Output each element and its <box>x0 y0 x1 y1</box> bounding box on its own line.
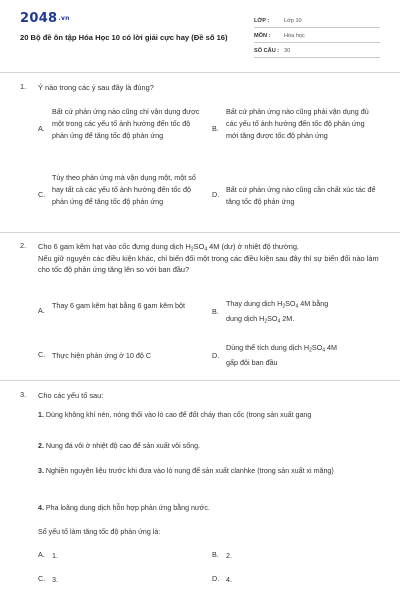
q3-question: Số yếu tố làm tăng tốc độ phản ứng là: <box>38 528 161 536</box>
meta-count-key: SỐ CÂU : <box>254 48 280 54</box>
q3-option-d[interactable] <box>212 574 384 588</box>
option-text: 3. <box>52 575 58 584</box>
option-text: Thay dung dịch $H_2SO_4$ 4M bằng dung dịch $H_2SO_4$ 2M. <box>226 299 329 325</box>
q3-factor-4: 4. Pha loãng dung dịch hỗn hợp phản ứng bằng nước. <box>38 504 210 512</box>
option-label: B. <box>212 307 219 316</box>
option-text: Bất cứ phản ứng nào cũng cần chất xúc tác để tăng tốc độ phản ứng <box>226 185 376 207</box>
q2-option-b[interactable] <box>212 298 384 328</box>
question-number: 3. <box>20 390 27 399</box>
option-label: D. <box>212 190 220 199</box>
q3-factor-2: 2. Nung đá vôi ở nhiệt độ cao để sản xuất vôi sống. <box>38 442 201 450</box>
option-label: A. <box>38 550 45 559</box>
option-label: B. <box>212 550 219 559</box>
option-text: Bất cứ phản ứng nào cũng phải vận dụng đủ các yếu tố ảnh hưởng đến tốc độ phản ứng mới tăng được tốc độ phản ứng <box>226 107 369 141</box>
question-stem: Ý nào trong các ý sau đây là đúng? <box>38 83 154 92</box>
meta-subject-value: Hóa học <box>284 33 305 39</box>
q3-option-c[interactable] <box>38 574 210 588</box>
q2-option-a[interactable] <box>38 300 210 328</box>
option-label: C. <box>38 350 46 359</box>
header-divider <box>0 72 400 73</box>
meta-question-count <box>254 44 380 58</box>
question-number: 1. <box>20 82 27 91</box>
question-3 <box>20 390 380 404</box>
option-label: D. <box>212 574 220 583</box>
option-label: B. <box>212 124 219 133</box>
question-stem-continued: Nếu giữ nguyên các điều kiện khác, chỉ biến đổi một trong các điều kiện sau đây thì sự biến đổi nào làm cho tốc độ phản ứng tăng lên so với ban đầu? <box>38 254 379 274</box>
option-text: Dùng thể tích dung dịch $H_2SO_4$ 4M gấp đôi ban đầu <box>226 343 338 367</box>
option-text: 1. <box>52 551 58 560</box>
q3-option-b[interactable] <box>212 550 384 564</box>
question-stem: Cho các yếu tố sau: <box>38 391 104 400</box>
meta-class <box>254 14 380 28</box>
option-text: Thay 6 gam kẽm hạt bằng 6 gam kẽm bột <box>52 301 186 310</box>
question-number: 2. <box>20 241 27 250</box>
q3-factor-3: 3. Nghiền nguyên liệu trước khi đưa vào lò nung để sản xuất clanhke (trong sản xuất xi măng) <box>38 467 334 475</box>
option-label: D. <box>212 351 220 360</box>
q3-factor-1: 1. Dùng không khí nén, nóng thổi vào lò cao để đốt cháy than cốc (trong sản xuất gang <box>38 411 312 419</box>
site-logo[interactable] <box>20 11 70 26</box>
logo-suffix: .vn <box>58 15 70 22</box>
question-2 <box>20 241 380 281</box>
document-header <box>0 0 400 72</box>
q3-option-a[interactable] <box>38 550 210 564</box>
q1-option-c[interactable] <box>38 172 210 228</box>
q1-option-b[interactable] <box>212 106 384 162</box>
page-title: 20 Bộ đề ôn tập Hóa Học 10 có lời giải cực hay (Đề số 16) <box>20 33 228 42</box>
meta-class-key: LỚP : <box>254 18 270 24</box>
logo-text: 2048 <box>20 11 58 26</box>
meta-subject-key: MÔN : <box>254 33 271 39</box>
option-label: C. <box>38 190 46 199</box>
option-text: Thực hiện phản ứng ở 10 độ C <box>52 351 152 360</box>
option-label: A. <box>38 306 45 315</box>
option-text: 4. <box>226 575 232 584</box>
option-label: A. <box>38 124 45 133</box>
q2-option-c[interactable] <box>38 350 210 364</box>
q2-option-d[interactable] <box>212 342 384 372</box>
q1-option-d[interactable] <box>212 184 384 214</box>
meta-class-value: Lớp 10 <box>284 18 302 24</box>
option-text: 2. <box>226 551 232 560</box>
option-text: Tùy theo phản ứng mà vận dụng một, một số hay tất cả các yếu tố ảnh hưởng đến tốc độ phản ứng để tăng tốc độ phản ứng <box>52 173 196 207</box>
question-divider <box>0 232 400 233</box>
question-stem: Cho 6 gam kẽm hạt vào cốc đựng dung dịch $H_2SO_4$ 4M (dư) ở nhiệt độ thường. <box>38 242 300 253</box>
option-label: C. <box>38 574 46 583</box>
option-text: Bất cứ phản ứng nào cũng chỉ vận dụng được một trong các yếu tố ảnh hưởng đến tốc độ phản ứng để tăng tốc độ phản ứng <box>52 107 200 141</box>
question-divider <box>0 380 400 381</box>
q1-option-a[interactable] <box>38 106 210 162</box>
meta-subject <box>254 29 380 43</box>
meta-count-value: 30 <box>284 48 291 54</box>
